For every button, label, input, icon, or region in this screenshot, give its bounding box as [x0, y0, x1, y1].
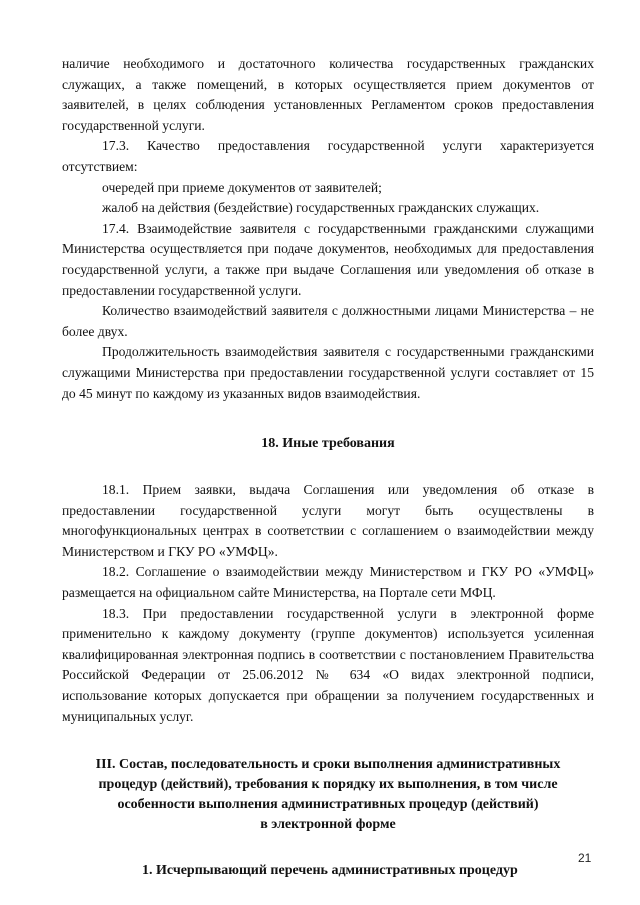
section-3-heading-line: процедур (действий), требования к порядку их выполнения, в том числе — [98, 777, 558, 793]
subsection-1-heading: 1. Исчерпывающий перечень административных процедур — [142, 863, 518, 879]
paragraph-continuation: наличие необходимого и достаточного количества государственных гражданских служащих, а также помещений, в которых осуществляется прием документов от заявителей, в целях соблюдения установленных Регламентом сроков предоставления государственной услуги. — [62, 56, 594, 133]
section-3-heading — [62, 755, 594, 835]
paragraph-interaction-duration: Продолжительность взаимодействия заявителя с государственными гражданскими служащими Министерства при предоставлении государственной услуги составляет от 15 до 45 минут по каждому из указанных видов взаимодействия. — [62, 344, 594, 401]
page-number: 21 — [578, 851, 592, 865]
paragraph-17-4: 17.4. Взаимодействие заявителя с государственными гражданскими служащими Министерства осуществляется при подаче документов, необходимых для предоставления государственной услуги, а также при выдаче Соглашения или уведомления об отказе в предоставлении государственной услуги. — [62, 220, 594, 298]
paragraph-interaction-count: Количество взаимодействий заявителя с должностными лицами Министерства – не более двух. — [62, 303, 594, 339]
section-18-heading: 18. Иные требования — [261, 436, 395, 452]
paragraph-18-3: 18.3. При предоставлении государственной услуги в электронной форме применительно к каждому документу (группе документов) используется усиленная квалифицированная электронная подпись в соответствии с постановлением Правительства Российской Федерации от 25.06.2012 № 634 «О видах электронной подписи, использование которых допускается при обращении за получением государственных и муниципальных услуг. — [62, 605, 594, 724]
document-page — [62, 54, 594, 881]
paragraph-18-2: 18.2. Соглашение о взаимодействии между Министерством и ГКУ РО «УМФЦ» размещается на официальном сайте Министерства, на Портале сети МФЦ. — [62, 564, 594, 601]
section-3-heading-line: особенности выполнения административных процедур (действий) — [117, 797, 539, 813]
paragraph-complaints: жалоб на действия (бездействие) государственных гражданских служащих. — [102, 200, 540, 216]
paragraph-17-3: 17.3. Качество предоставления государственной услуги характеризуется отсутствием: — [62, 138, 594, 174]
paragraph-18-1: 18.1. Прием заявки, выдача Соглашения или уведомления об отказе в предоставлении государственной услуги могут быть осуществлены в многофункциональных центрах в соответствии с соглашением о взаимодействии между Министерством и ГКУ РО «УМФЦ». — [62, 482, 594, 559]
section-3-heading-line: III. Состав, последовательность и сроки выполнения административных — [95, 757, 561, 773]
section-3-heading-line: в электронной форме — [260, 817, 396, 833]
paragraph-queues: очередей при приеме документов от заявителей; — [102, 179, 382, 195]
